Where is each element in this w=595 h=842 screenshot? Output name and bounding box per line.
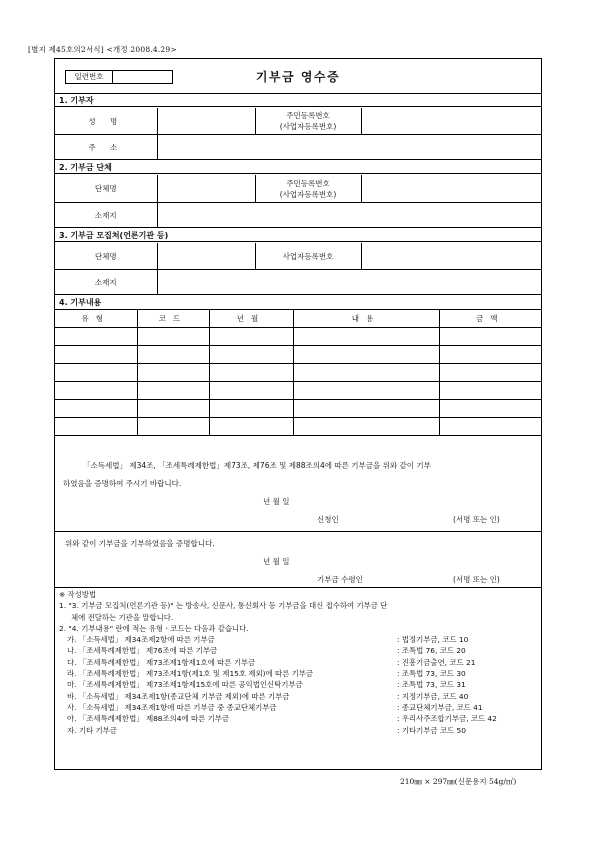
cert-request-line2: 하였음을 증명하여 주시기 바랍니다. xyxy=(63,479,182,488)
code-description: 마. 「조세특례제한법」 제73조제1항제15호에 따른 공익법인신탁기부금 xyxy=(67,680,303,690)
table-cell[interactable] xyxy=(55,382,137,400)
list-item xyxy=(59,634,539,645)
code-value: : 기타기부금 코드 50 xyxy=(397,725,466,735)
org-location-label: 소재지 xyxy=(55,203,157,228)
code-value: : 조특법 73, 코드 31 xyxy=(397,680,466,690)
instructions xyxy=(59,589,539,736)
donor-table xyxy=(55,108,541,160)
code-description: 라. 「조세특례제한법」 제73조제1항(제1호 및 제15호 제외)에 따른 기부금 xyxy=(67,669,314,679)
collector-table xyxy=(55,243,541,295)
recipient-label: 기부금 수령인 xyxy=(317,575,363,584)
serial-number-label: 일련번호 xyxy=(65,70,113,84)
section-collector-heading: 3. 기부금 모집처(언론기관 등) xyxy=(55,229,541,242)
instruction-1: 1. "3. 기부금 모집처(언론기관 등)" 는 방송사, 신문사, 통신회사 등 기부금을 대신 접수하여 기부금 단 xyxy=(59,601,388,611)
org-id-label xyxy=(255,175,361,203)
table-cell[interactable] xyxy=(293,328,439,346)
table-cell[interactable] xyxy=(293,364,439,382)
page-title: 기부금 영수증 xyxy=(255,70,341,84)
instruction-1-cont: 체에 전달하는 기관을 말합니다. xyxy=(71,612,174,622)
code-value: : 우리사주조합기부금, 코드 42 xyxy=(397,714,497,724)
donation-items-table xyxy=(55,309,541,436)
cert-request-line1: 「소득세법」 제34조, 「조세특례제한법」제73조, 제76조 및 제88조의4에 따른 기부금을 위와 같이 기부 xyxy=(83,461,431,470)
org-id-field[interactable] xyxy=(361,175,541,203)
receipt-form xyxy=(54,58,542,770)
collector-biz-no-field[interactable] xyxy=(361,243,541,270)
code-description: 사. 「소득세법」 제34조제1항에 따른 기부금 중 종교단체기부금 xyxy=(67,702,277,712)
table-cell[interactable] xyxy=(209,382,293,400)
donor-address-label: 주 소 xyxy=(55,135,157,160)
code-value: : 종교단체기부금, 코드 41 xyxy=(397,702,483,712)
code-value: : 조특법 73, 코드 30 xyxy=(397,669,466,679)
table-row xyxy=(55,382,541,400)
form-number-note: [별지 제45호의2서식] <개정 2008.4.29> xyxy=(28,45,177,54)
list-item xyxy=(59,713,539,724)
code-description: 자. 기타 기부금 xyxy=(67,725,117,735)
table-cell[interactable] xyxy=(439,346,541,364)
table-cell[interactable] xyxy=(137,346,209,364)
col-content-header: 내용 xyxy=(293,310,439,328)
code-description: 다. 「조세특례제한법」 제73조제1항제1호에 따른 기부금 xyxy=(67,657,256,667)
list-item xyxy=(59,657,539,668)
table-cell[interactable] xyxy=(439,400,541,418)
cert-statement-date: 년 월 일 xyxy=(263,557,290,566)
table-cell[interactable] xyxy=(55,346,137,364)
section-org-heading: 2. 기부금 단체 xyxy=(55,161,541,174)
code-description: 바. 「소득세법」 제34조제1항(종교단체 기부금 제외)에 따른 기부금 xyxy=(67,691,290,701)
divider xyxy=(55,531,541,532)
col-code-header: 코드 xyxy=(137,310,209,328)
list-item xyxy=(59,702,539,713)
certification-request xyxy=(55,457,541,529)
col-amount-header: 금액 xyxy=(439,310,541,328)
list-item xyxy=(59,645,539,656)
table-cell[interactable] xyxy=(439,418,541,436)
paper-size-note: 210㎜ × 297㎜(신문용지 54g/㎡) xyxy=(400,777,517,786)
table-cell[interactable] xyxy=(137,364,209,382)
table-cell[interactable] xyxy=(209,418,293,436)
code-value: : 진흥기금출연, 코드 21 xyxy=(397,657,476,667)
table-cell[interactable] xyxy=(439,364,541,382)
divider xyxy=(55,587,541,588)
org-name-label: 단체명 xyxy=(55,175,157,203)
table-cell[interactable] xyxy=(209,400,293,418)
table-row xyxy=(55,400,541,418)
table-cell[interactable] xyxy=(209,346,293,364)
org-id-label-line1: 주민등록번호 xyxy=(286,178,330,188)
instructions-heading: ※ 작성방법 xyxy=(59,590,97,599)
table-cell[interactable] xyxy=(55,418,137,436)
donor-id-label-line1: 주민등록번호 xyxy=(286,111,330,120)
donor-name-label: 성 명 xyxy=(55,108,157,135)
code-value: : 법정기부금, 코드 10 xyxy=(397,635,469,645)
list-item xyxy=(59,691,539,702)
table-cell[interactable] xyxy=(137,328,209,346)
table-cell[interactable] xyxy=(293,382,439,400)
section-contents-heading: 4. 기부내용 xyxy=(59,298,102,307)
table-cell[interactable] xyxy=(137,382,209,400)
donor-name-field[interactable] xyxy=(157,108,255,135)
org-location-field[interactable] xyxy=(157,203,541,228)
section-donor-heading: 1. 기부자 xyxy=(55,94,541,107)
donor-id-field[interactable] xyxy=(361,108,541,135)
instruction-2: 2. "4. 기부내용" 란에 적는 유형ㆍ코드는 다음과 같습니다. xyxy=(59,623,249,633)
title-row xyxy=(55,59,541,94)
org-id-label-line2: (사업자등록번호) xyxy=(279,189,337,199)
table-cell[interactable] xyxy=(209,364,293,382)
collector-location-field[interactable] xyxy=(157,270,541,295)
list-item xyxy=(59,679,539,690)
code-description: 아. 「조세특례제한법」 제88조의4에 따른 기부금 xyxy=(67,714,230,724)
table-cell[interactable] xyxy=(55,328,137,346)
collector-biz-no-label: 사업자등록번호 xyxy=(255,243,361,270)
table-cell[interactable] xyxy=(137,400,209,418)
code-description: 가. 「소득세법」 제34조제2항에 따른 기부금 xyxy=(67,635,215,645)
table-row xyxy=(55,346,541,364)
cert-statement-line1: 위와 같이 기부금을 기부하였음을 증명합니다. xyxy=(65,539,215,548)
certification-statement xyxy=(55,535,541,589)
table-row xyxy=(55,328,541,346)
donor-id-label-line2: (사업자등록번호) xyxy=(279,122,337,131)
applicant-signature[interactable]: (서명 또는 인) xyxy=(453,515,500,524)
code-description: 나. 「조세특례제한법」 제76조에 따른 기부금 xyxy=(67,646,218,656)
table-cell[interactable] xyxy=(439,382,541,400)
applicant-label: 신청인 xyxy=(317,515,339,524)
collector-name-field[interactable] xyxy=(157,243,255,270)
code-value: : 지정기부금, 코드 40 xyxy=(397,691,469,701)
list-item xyxy=(59,668,539,679)
table-row xyxy=(55,364,541,382)
col-yearmonth-header: 년월 xyxy=(209,310,293,328)
collector-name-label: 단체명 xyxy=(55,243,157,270)
list-item xyxy=(59,725,539,736)
donor-id-label xyxy=(255,108,361,135)
table-cell[interactable] xyxy=(439,328,541,346)
code-value: : 조특법 76, 코드 20 xyxy=(397,646,466,656)
table-cell[interactable] xyxy=(293,346,439,364)
collector-location-label: 소재지 xyxy=(55,270,157,295)
table-cell[interactable] xyxy=(137,418,209,436)
table-cell[interactable] xyxy=(55,364,137,382)
donor-address-field[interactable] xyxy=(157,135,541,160)
table-cell[interactable] xyxy=(209,328,293,346)
table-cell[interactable] xyxy=(293,418,439,436)
org-table xyxy=(55,175,541,228)
cert-request-date: 년 월 일 xyxy=(263,497,290,506)
recipient-signature[interactable]: (서명 또는 인) xyxy=(453,575,500,584)
table-cell[interactable] xyxy=(293,400,439,418)
org-name-field[interactable] xyxy=(157,175,255,203)
col-type-header: 유형 xyxy=(55,310,137,328)
table-cell[interactable] xyxy=(55,400,137,418)
table-row xyxy=(55,418,541,436)
